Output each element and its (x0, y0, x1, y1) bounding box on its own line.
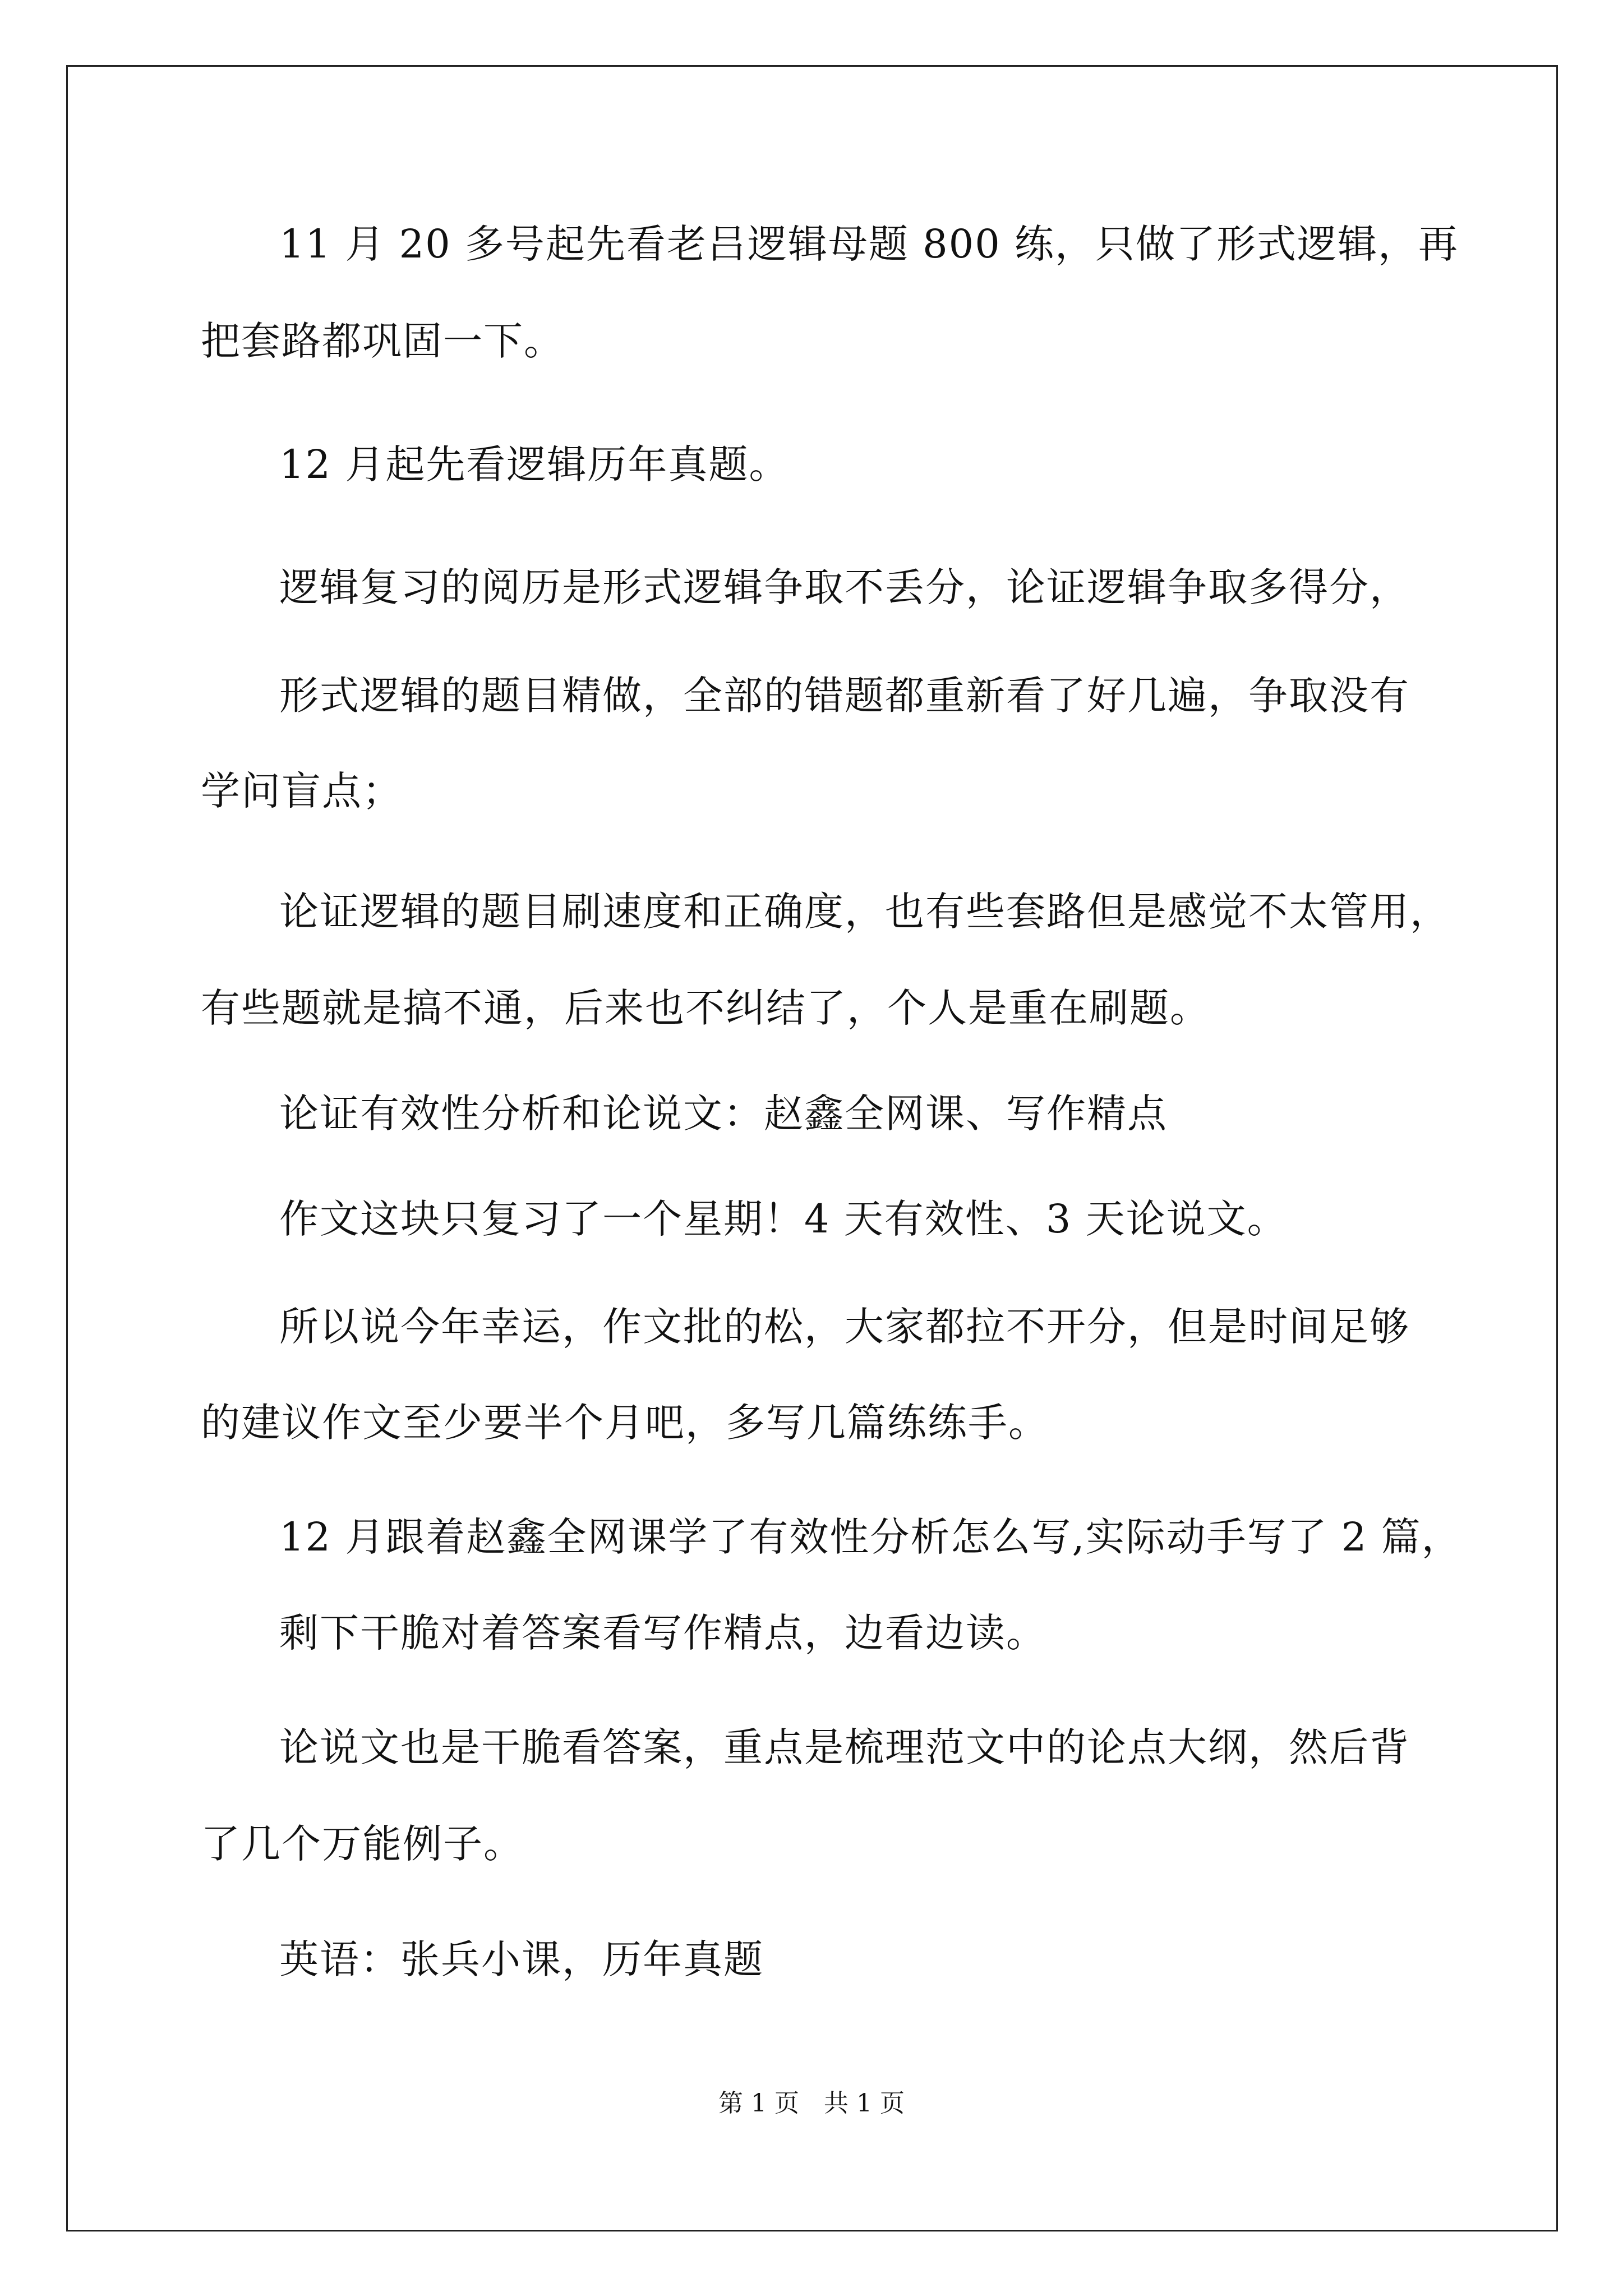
paragraph-line-3: 12 月起先看逻辑历年真题。 (279, 441, 790, 487)
paragraph-line-10: 作文这块只复习了一个星期！4 天有效性、3 天论说文。 (279, 1196, 1288, 1242)
paragraph-line-16: 了几个万能例子。 (201, 1821, 524, 1867)
paragraph-line-7: 论证逻辑的题目刷速度和正确度，也有些套路但是感觉不太管用， (279, 889, 1450, 935)
paragraph-line-17: 英语：张兵小课，历年真题 (279, 1936, 764, 1982)
paragraph-line-15: 论说文也是干脆看答案，重点是梳理范文中的论点大纲，然后背 (279, 1724, 1410, 1770)
paragraph-line-9: 论证有效性分析和论说文：赵鑫全网课、写作精点 (279, 1091, 1168, 1137)
paragraph-line-13: 12 月跟着赵鑫全网课学了有效性分析怎么写,实际动手写了 2 篇， (279, 1514, 1462, 1560)
page-footer: 第 1 页 共 1 页 (718, 2089, 905, 2118)
paragraph-line-5: 形式逻辑的题目精做，全部的错题都重新看了好几遍，争取没有 (279, 673, 1410, 719)
paragraph-line-12: 的建议作文至少要半个月吧，多写几篇练练手。 (201, 1400, 1049, 1446)
paragraph-line-6: 学问盲点； (201, 768, 403, 814)
paragraph-line-4: 逻辑复习的阅历是形式逻辑争取不丢分，论证逻辑争取多得分， (279, 564, 1410, 610)
paragraph-line-11: 所以说今年幸运，作文批的松，大家都拉不开分，但是时间足够 (279, 1304, 1410, 1350)
page-border (66, 65, 1558, 2231)
paragraph-line-1: 11 月 20 多号起先看老吕逻辑母题 800 练，只做了形式逻辑，再 (279, 221, 1459, 267)
paragraph-line-14: 剩下干脆对着答案看写作精点，边看边读。 (279, 1610, 1046, 1656)
paragraph-line-2: 把套路都巩固一下。 (201, 318, 564, 364)
paragraph-line-8: 有些题就是搞不通，后来也不纠结了，个人是重在刷题。 (201, 985, 1210, 1031)
